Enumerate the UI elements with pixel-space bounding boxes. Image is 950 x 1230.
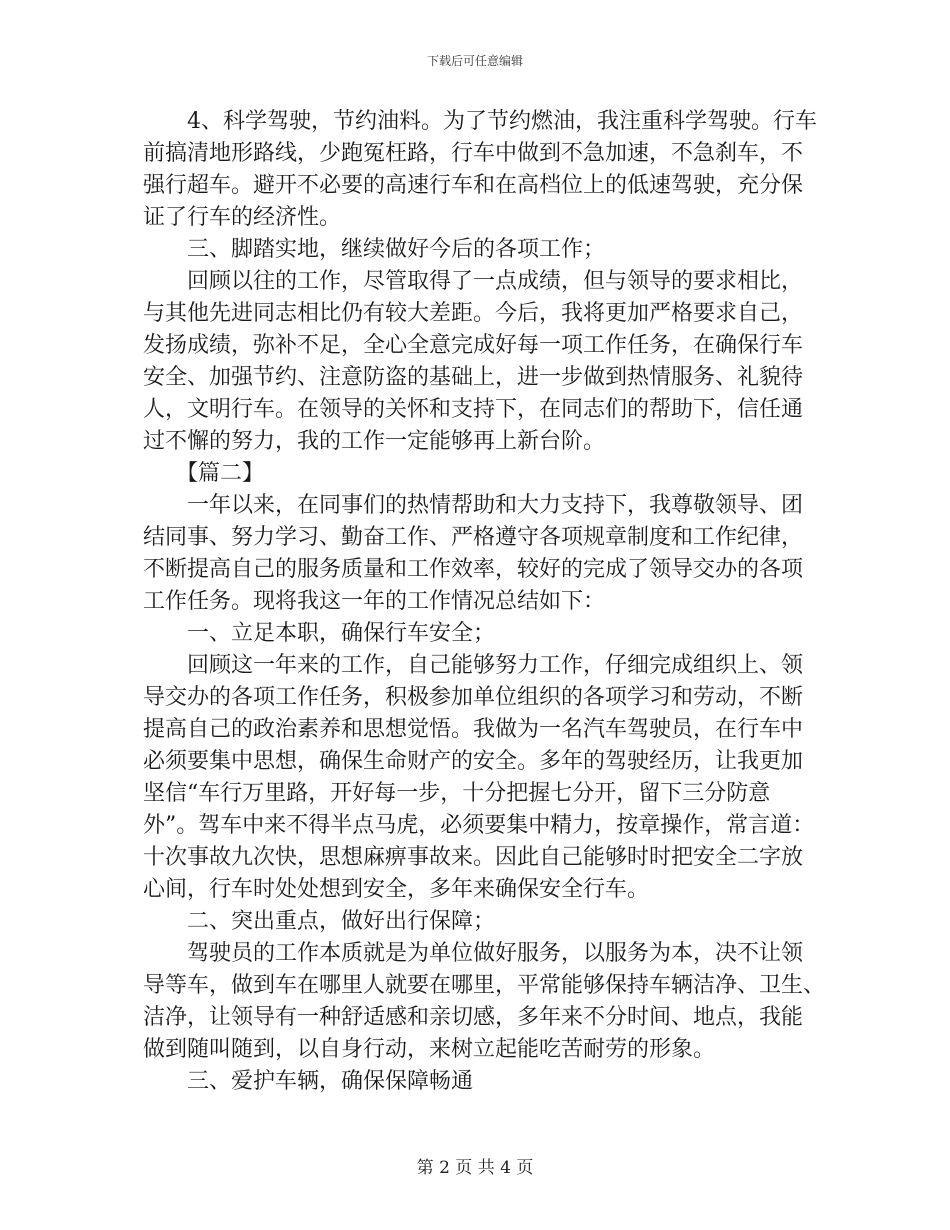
text-line: 导等车，做到车在哪里人就要在哪里，平常能够保持车辆洁净、卫生、 — [143, 973, 826, 998]
text-line: 证了行车的经济性。 — [143, 205, 342, 230]
text-line: 一年以来，在同事们的热情帮助和大力支持下，我尊敬领导、团 — [143, 493, 804, 518]
section-heading: 三、脚踏实地，继续做好今后的各项工作； — [143, 237, 606, 262]
text-line: 十次事故九次快，思想麻痹事故来。因此自己能够时时把安全二字放 — [143, 845, 804, 870]
text-line: 驾驶员的工作本质就是为单位做好服务，以服务为本，决不让领 — [143, 941, 804, 966]
text-line: 前搞清地形路线，少跑冤枉路，行车中做到不急加速，不急刹车，不 — [143, 141, 804, 166]
chapter-heading: 【篇二】 — [143, 461, 265, 486]
text-line: 不断提高自己的服务质量和工作效率，较好的完成了领导交办的各项 — [143, 557, 804, 582]
text-line: 提高自己的政治素养和思想觉悟。我做为一名汽车驾驶员，在行车中 — [143, 717, 804, 742]
text-line: 与其他先进同志相比仍有较大差距。今后，我将更加严格要求自己， — [143, 301, 804, 326]
text-line: 安全、加强节约、注意防盗的基础上，进一步做到热情服务、礼貌待 — [143, 365, 804, 390]
section-heading: 三、爱护车辆，确保保障畅通 — [143, 1069, 474, 1094]
text-line: 导交办的各项工作任务，积极参加单位组织的各项学习和劳动，不断 — [143, 685, 804, 710]
text-line: 回顾以往的工作，尽管取得了一点成绩，但与领导的要求相比， — [143, 269, 804, 294]
text-line: 必须要集中思想，确保生命财产的安全。多年的驾驶经历，让我更加 — [143, 749, 804, 774]
text-line: 做到随叫随到，以自身行动，来树立起能吃苦耐劳的形象。 — [143, 1037, 716, 1062]
text-line: 人，文明行车。在领导的关怀和支持下，在同志们的帮助下，信任通 — [143, 397, 804, 422]
text-line: 回顾这一年来的工作，自己能够努力工作，仔细完成组织上、领 — [143, 653, 804, 678]
text-line: 结同事、努力学习、勤奋工作、严格遵守各项规章制度和工作纪律， — [143, 525, 804, 550]
document-body — [143, 106, 826, 1098]
text-line: 工作任务。现将我这一年的工作情况总结如下： — [143, 589, 606, 614]
text-line: 发扬成绩，弥补不足，全心全意完成好每一项工作任务，在确保行车 — [143, 333, 804, 358]
page-footer: 第 2 页 共 4 页 — [416, 1158, 534, 1178]
section-heading: 二、突出重点，做好出行保障； — [143, 909, 496, 934]
text-line: 心间，行车时处处想到安全，多年来确保安全行车。 — [143, 877, 650, 902]
text-line: 强行超车。避开不必要的高速行车和在高档位上的低速驾驶，充分保 — [143, 173, 804, 198]
text-line: 过不懈的努力，我的工作一定能够再上新台阶。 — [143, 429, 606, 454]
page-header: 下载后可任意编辑 — [426, 54, 523, 68]
text-line: 坚信“车行万里路，开好每一步，十分把握七分开，留下三分防意 — [143, 781, 771, 806]
text-line: 4、科学驾驶，节约油料。为了节约燃油，我注重科学驾驶。行车 — [143, 109, 817, 134]
section-heading: 一、立足本职，确保行车安全； — [143, 621, 496, 646]
text-line: 洁净，让领导有一种舒适感和亲切感，多年来不分时间、地点，我能 — [143, 1005, 804, 1030]
text-line: 外”。驾车中来不得半点马虎，必须要集中精力，按章操作，常言道： — [143, 813, 815, 838]
